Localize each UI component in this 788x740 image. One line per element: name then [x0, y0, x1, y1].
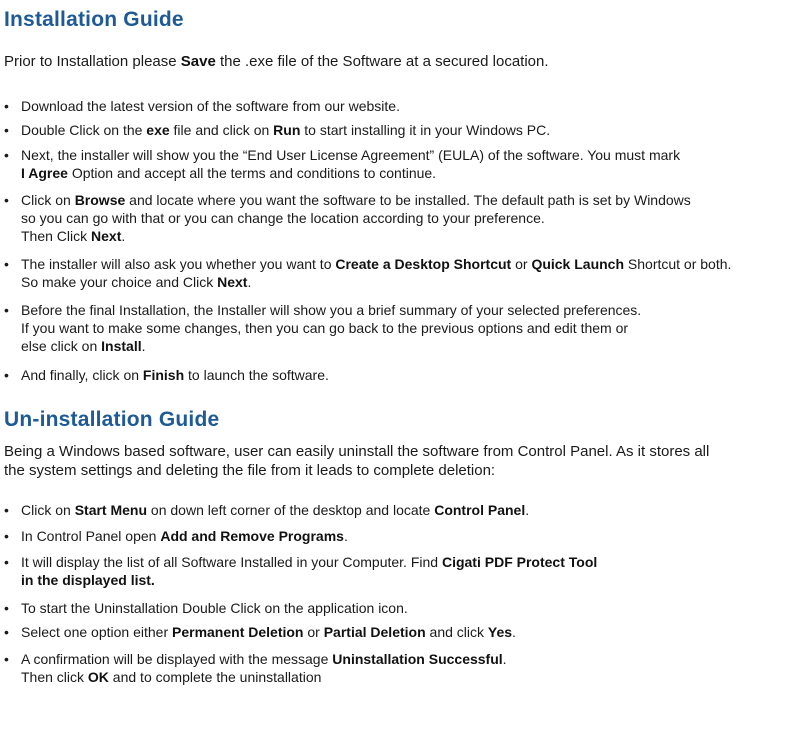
bold-term: Start Menu [74, 502, 148, 518]
text-run: else click on [21, 338, 102, 354]
step-line [21, 366, 329, 384]
uninstall-step-5 [4, 623, 516, 641]
step-line [21, 337, 641, 355]
bold-term: Finish [142, 367, 185, 383]
uninstall-step-3 [4, 553, 597, 589]
step-line [21, 553, 597, 571]
step-line [21, 571, 597, 589]
text-run: Next, the installer will show you the “End User License Agreement” (EULA) of the software. You must mark [21, 147, 681, 163]
step-text [21, 623, 516, 641]
text-run: or [303, 624, 324, 640]
step-line [21, 623, 516, 641]
text-run: the .exe file of the Software at a secured location. [215, 53, 549, 70]
step-line [21, 301, 641, 319]
step-line [21, 227, 691, 245]
text-run: and click [425, 624, 488, 640]
text-run: Option and accept all the terms and conditions to continue. [67, 165, 437, 181]
text-run: file and click on [169, 122, 274, 138]
step-line [21, 255, 731, 273]
step-text [21, 366, 329, 384]
bold-term: Run [273, 122, 301, 138]
text-run: . [343, 528, 348, 544]
bold-term: Quick Launch [531, 256, 625, 272]
text-run: Download the latest version of the software from our website. [21, 98, 400, 114]
installation-guide-title: Installation Guide [4, 8, 184, 31]
bullet-icon: • [4, 302, 9, 318]
text-run: Prior to Installation please [4, 53, 181, 70]
step-line [21, 121, 550, 139]
step-text [21, 599, 408, 617]
step-text [21, 527, 348, 545]
install-step-1 [4, 97, 400, 115]
text-run: to start installing it in your Windows PC. [300, 122, 551, 138]
install-step-4 [4, 191, 691, 245]
bullet-icon: • [4, 98, 9, 114]
install-step-3 [4, 146, 680, 182]
bullet-icon: • [4, 624, 9, 640]
uninstall-step-2 [4, 527, 348, 545]
step-text [21, 301, 641, 355]
bullet-icon: • [4, 192, 9, 208]
step-line [21, 668, 507, 686]
text-run: The installer will also ask you whether you want to [21, 256, 336, 272]
step-text [21, 121, 550, 139]
uninstall-step-1 [4, 501, 529, 519]
text-run: Then Click [21, 228, 92, 244]
step-line [21, 146, 680, 164]
step-text [21, 146, 680, 182]
uninstallation-guide-title: Un-installation Guide [4, 408, 220, 431]
text-run: . [141, 338, 146, 354]
text-run: . [121, 228, 126, 244]
step-text [21, 650, 507, 686]
step-text [21, 501, 529, 519]
text-run: And finally, click on [21, 367, 143, 383]
installation-intro [4, 52, 549, 71]
bold-term: Cigati PDF Protect Tool [441, 554, 598, 570]
install-step-5 [4, 255, 731, 291]
text-run: A confirmation will be displayed with the message [21, 651, 333, 667]
text-run: It will display the list of all Software Installed in your Computer. Find [21, 554, 442, 570]
text-run: . [247, 274, 252, 290]
text-run: . [525, 502, 530, 518]
text-run: on down left corner of the desktop and locate [147, 502, 435, 518]
bold-term: Next [217, 274, 248, 290]
bullet-icon: • [4, 367, 9, 383]
step-text [21, 255, 731, 291]
text-run: or [511, 256, 532, 272]
text-run: . [512, 624, 516, 640]
text-run: Select one option either [21, 624, 172, 640]
text-run: To start the Uninstallation Double Click on the application icon. [21, 600, 408, 616]
uninstall-intro-line-1: Being a Windows based software, user can easily uninstall the software from Control Panel. As it stores all [4, 443, 710, 460]
step-text [21, 553, 597, 589]
uninstall-intro-line-2: the system settings and deleting the file from it leads to complete deletion: [4, 462, 496, 479]
text-run: Before the final Installation, the Installer will show you a brief summary of your selected preferences. [21, 302, 642, 318]
bold-term: Partial Deletion [323, 624, 426, 640]
bold-term: Browse [74, 192, 126, 208]
text-run: Double Click on the [21, 122, 147, 138]
bold-term: Control Panel [434, 502, 526, 518]
install-step-6 [4, 301, 641, 355]
bullet-icon: • [4, 554, 9, 570]
bullet-icon: • [4, 122, 9, 138]
text-run: If you want to make some changes, then you can go back to the previous options and edit them or [21, 320, 629, 336]
text-run: and to complete the uninstallation [108, 669, 322, 685]
bold-term: Add and Remove Programs [160, 528, 344, 544]
bold-term: I Agree [21, 165, 68, 181]
bold-term: Yes [487, 624, 513, 640]
step-line [21, 273, 731, 291]
bullet-icon: • [4, 651, 9, 667]
bold-term: Install [101, 338, 142, 354]
step-line [21, 599, 408, 617]
text-run: to launch the software. [184, 367, 329, 383]
bold-term: Uninstallation Successful [332, 651, 503, 667]
step-line [21, 97, 400, 115]
text-run: and locate where you want the software to be installed. The default path is set by Windows [125, 192, 691, 208]
step-text [21, 97, 400, 115]
uninstall-step-4 [4, 599, 408, 617]
bullet-icon: • [4, 600, 9, 616]
bold-term: Permanent Deletion [172, 624, 304, 640]
step-line [21, 650, 507, 668]
text-run: So make your choice and Click [21, 274, 218, 290]
step-line [21, 209, 691, 227]
bullet-icon: • [4, 528, 9, 544]
bold-term: Save [180, 53, 216, 70]
step-line [21, 191, 691, 209]
uninstall-step-6 [4, 650, 507, 686]
install-step-2 [4, 121, 550, 139]
text-run: Shortcut or both. [624, 256, 732, 272]
text-run: so you can go with that or you can change the location according to your preference. [21, 210, 545, 226]
bullet-icon: • [4, 256, 9, 272]
text-run: . [502, 651, 507, 667]
bold-term: OK [87, 669, 109, 685]
text-run: Click on [21, 502, 75, 518]
bold-term: exe [146, 122, 170, 138]
text-run: Then click [21, 669, 88, 685]
bullet-icon: • [4, 147, 9, 163]
step-line [21, 527, 348, 545]
bullet-icon: • [4, 502, 9, 518]
text-run: In Control Panel open [21, 528, 161, 544]
step-line [21, 501, 529, 519]
install-step-7 [4, 366, 329, 384]
step-line [21, 164, 680, 182]
step-line [21, 319, 641, 337]
bold-term: in the displayed list. [21, 572, 155, 588]
bold-term: Create a Desktop Shortcut [335, 256, 512, 272]
bold-term: Next [91, 228, 122, 244]
step-text [21, 191, 691, 245]
text-run: Click on [21, 192, 75, 208]
